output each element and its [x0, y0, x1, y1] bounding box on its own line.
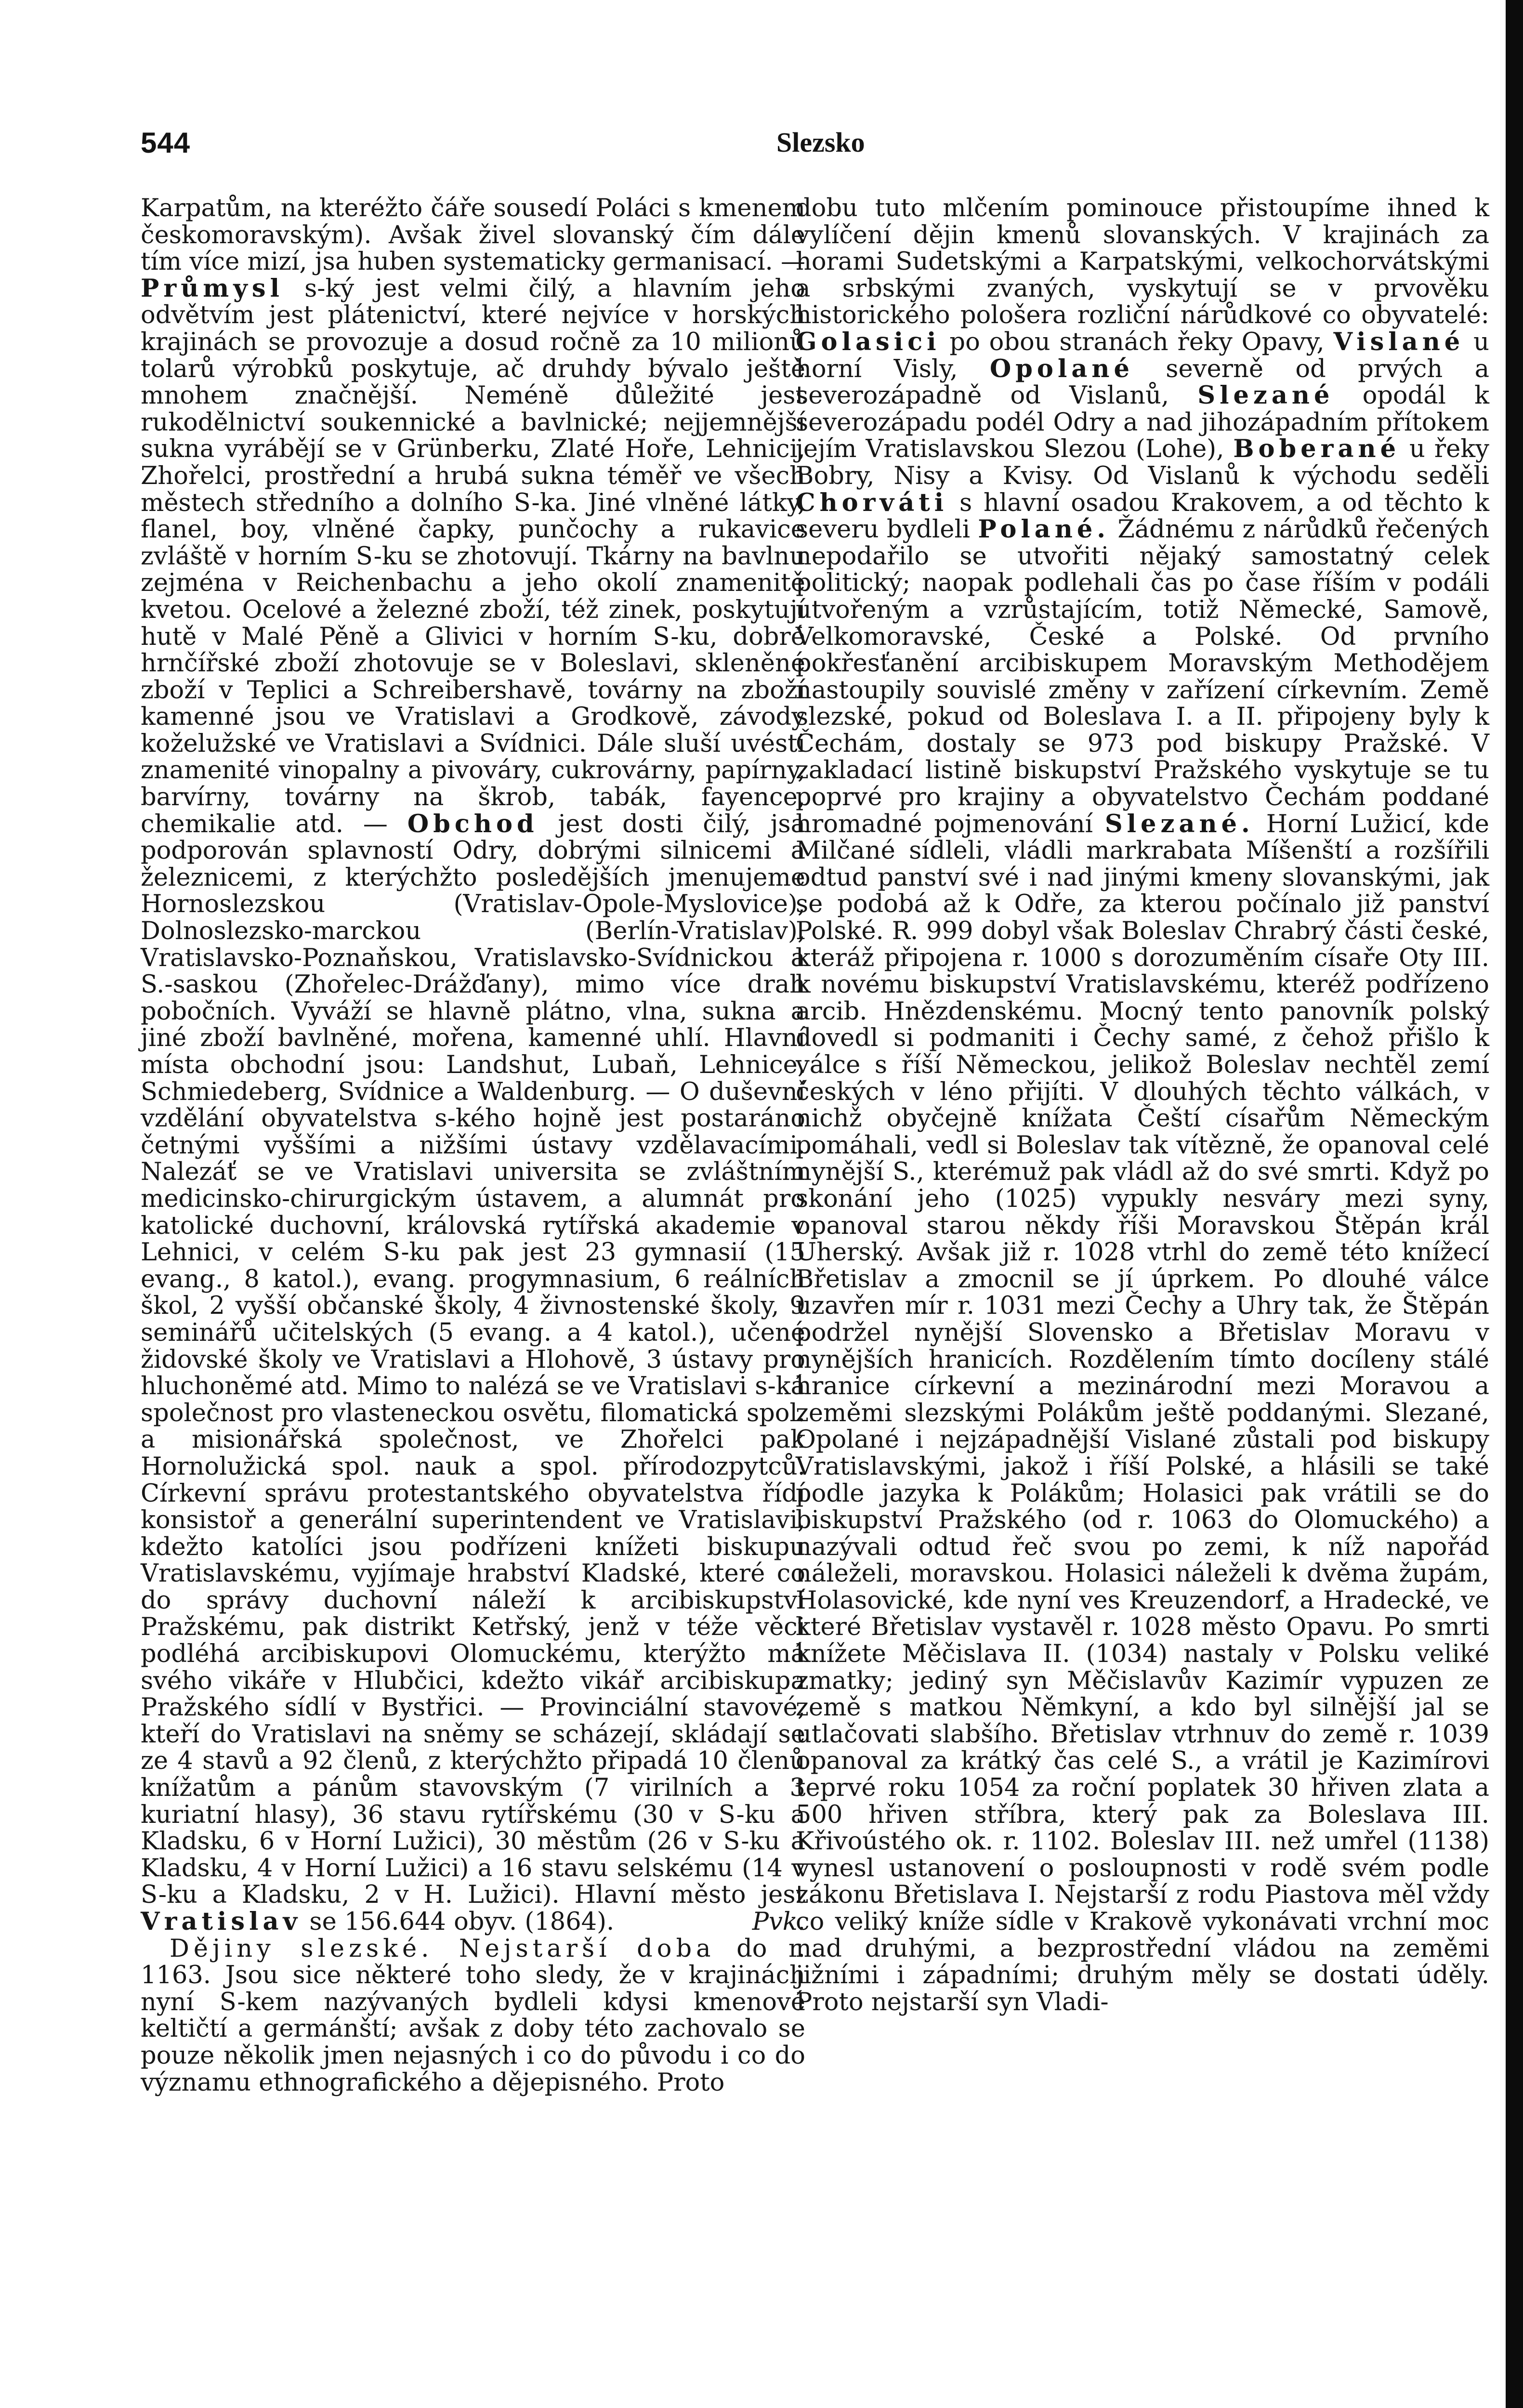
- text-run: Horní Lužicí, kde Milčané sídleli, vládli markrabata Míšenští a rozšířili odtud panství své i nad jinými kmeny slovanskými, jak se podobá až k Odře, za kterou počínalo již panství Polské. R. 999 dobyl však Boleslav Chrabrý části české, kteráž připojena r. 1000 s dorozuměním císaře Oty III. k novému biskupství Vratislavskému, kteréž podřízeno arcib. Hnězdenskému. Mocný tento panovník polský dovedl si podmaniti i Čechy samé, z čehož přišlo k válce s říší Německou, jelikož Boleslav nechtěl zemí českých v léno přijíti. V dlouhých těchto válkách, v nichž obyčejně knížata Čeští císařům Německým pomáhali, vedl si Boleslav tak vítězně, že opanoval celé nynější S., kterémuž pak vládl až do své smrti. Když po skonání jeho (1025) vypukly nesváry mezi syny, opanoval starou někdy říši Moravskou Štěpán král Uherský. Avšak již r. 1028 vtrhl do země této knížecí Břetislav a zmocnil se jí úprkem. Po dlouhé válce uzavřen mír r. 1031 mezi Čechy a Uhry tak, že Štěpán podržel nynější Slovensko a Břetislav Moravu v nynějších hranicích. Rozdělením tímto docíleny stálé hranice církevní a mezinárodní mezi Moravou a zeměmi slezskými Polákům ještě poddanými. Slezané, Opolané i nejzápadnější Vislané zůstali pod biskupy Vratislavskými, jakož i říší Polské, a hlásili se také podle jazyka k Polákům; Holasici pak vrátili se do biskupství Pražského (od r. 1063 do Olomuckého) a nazývali odtud řeč svou po zemi, k níž napořád náleželi, moravskou. Holasici náleželi k dvěma župám, Holasovické, kde nyní ves Kreuzendorf, a Hradecké, ve které Břetislav vystavěl r. 1028 město Opavu. Po smrti knížete Měčislava II. (1034) nastaly v Polsku veliké zmatky; jediný syn Měčislavův Kazimír vypuzen ze země s matkou Němkyní, a kdo byl silnější jal se utlačovati slabšího. Břetislav vtrhnuv do země r. 1039 opanoval za krátký čas celé S., a vrátil je Kazimírovi teprvé roku 1054 za roční poplatek 30 hřiven zlata a 500 hřiven stříbra, který pak za Boleslava III. Křivoústého ok. r. 1102. Boleslav III. než umřel (1138) vynesl ustanovení o posloupnosti v rodě svém podle zákonu Břetislava I. Nejstarší z rodu Piastova měl vždy co veliký kníže sídle v Krakově vykonávati vrchní moc nad druhými, a bezprostřední vládou na zeměmi jižními i západními; druhým měly se dostati úděly. Proto nejstarší syn Vladi-: [796, 810, 1489, 2016]
- spaced-term: Vratislav: [141, 1907, 302, 1936]
- spaced-term: Opolané: [989, 354, 1134, 383]
- text-run: Žádnému z nárůdků řečených nepodařilo se utvořiti nějaký samostatný celek politický; naopak podlehali čas po čase říším v podáli utvořeným a vzrůstajícím, totiž Německé, Samově, Velkomoravské, České a Polské. Od prvního pokřesťanění arcibiskupem Moravským Methodějem nastoupily souvislé změny v zařízení církevním. Země slezské, pokud od Boleslava I. a II. připojeny byly k Čechám, dostaly se 973 pod biskupy Pražské. V zakladací listině biskupství Pražského vyskytuje se tu poprvé pro krajiny a obyvatelstvo Čechám poddané hromadné pojmenování: [796, 515, 1489, 838]
- spaced-term: Boberané: [1233, 434, 1401, 464]
- running-head: Slezsko: [776, 127, 865, 158]
- page-number: 544: [141, 127, 191, 159]
- scan-edge: [1506, 0, 1523, 2408]
- spaced-term: Golasici: [796, 327, 941, 356]
- text-run: po obou stranách řeky Opavy,: [949, 327, 1325, 356]
- spaced-term: Vislané: [1333, 327, 1465, 356]
- paragraph-industry: [141, 195, 805, 1936]
- paragraph-history-cont: [796, 195, 1489, 2015]
- paragraph-history: [141, 1936, 805, 2096]
- left-column: [141, 195, 805, 2096]
- text-run: u horní Visly,: [796, 327, 1489, 383]
- spaced-term: Polané.: [978, 515, 1110, 544]
- text-run: s hlavní osadou Krakovem, a od těchto k severu bydleli: [796, 488, 1490, 544]
- author-signature: Pvk.: [752, 1908, 805, 1936]
- text-run: se 156.644 obyv. (1864).: [309, 1908, 615, 1936]
- spaced-term: Slezané: [1197, 381, 1334, 410]
- spaced-term: Obchod: [407, 809, 538, 838]
- text-run: dobu tuto mlčením pominouce přistoupíme ihned k vylíčení dějin kmenů slovanských. V krajinách za horami Sudetskými a Karpatskými, velkochorvátskými a srbskými zvaných, vyskytují se v prvověku historického pološera rozliční nárůdkové co obyvatelé:: [796, 194, 1489, 330]
- right-column: [796, 195, 1489, 2015]
- text-run: severně od prvých a severozápadně od Vislanů,: [796, 354, 1490, 410]
- text-run: s-ký jest velmi čilý, a hlavním jeho odvětvím jest plátenictví, které nejvíce v horských krajinách se provozuje a dosud ročně za 10 milionů tolarů výrobků poskytuje, ač druhdy bývalo ještě mnohem značnější. Neméně důležité jest rukodělnictví soukennické a bavlnické; nejjemnější sukna vyrábějí se v Grünberku, Zlaté Hoře, Lehnici, Zhořelci, prostřední a hrubá sukna téměř ve všech městech středního a dolního S-ka. Jiné vlněné látky, flanel, boy, vlněné čapky, punčochy a rukavice zvláště v horním S-ku se zhotovují. Tkárny na bavlnu zejména v Reichenbachu a jeho okolí znamenitě kvetou. Ocelové a železné zboží, též zinek, poskytují hutě v Malé Pěně a Glivici v horním S-ku, dobré hrnčířské zboží zhotovuje se v Boleslavi, skleněné zboží v Teplici a Schreibershavě, továrny na zboží kamenné jsou ve Vratislavi a Grodkově, závody koželužské ve Vratislavi a Svídnici. Dále sluší uvésti znamenité vinopalny a pivováry, cukrovárny, papírny, barvírny, továrny na škrob, tabák, fayence, chemikalie atd. —: [141, 274, 805, 838]
- text-run: opodál k severozápadu podél Odry a nad jihozápadním přítokem jejím Vratislavskou Slezou (Lohe),: [796, 381, 1490, 464]
- spaced-term: Chorváti: [796, 488, 948, 517]
- spaced-term: Slezané.: [1104, 809, 1254, 838]
- text-run: Karpatům, na kteréžto čáře sousedí Poláci s kmenem českomoravským). Avšak živel slovanský čím dále tím více mizí, jsa huben systematicky germanisací. —: [141, 194, 805, 276]
- text-run: u řeky Bobry, Nisy a Kvisy. Od Vislanů k východu seděli: [796, 435, 1489, 490]
- text-run: do r. 1163. Jsou sice některé toho sledy, že v krajinách nyní S-kem nazývaných bydleli kdysi kmenové keltičtí a germánští; avšak z doby této zachovalo se pouze několik jmen nejasných i co do původu i co do významu ethnografického a dějepisného. Proto: [141, 1934, 805, 2097]
- spaced-term: Průmysl: [141, 274, 284, 303]
- text-run: jest dosti čilý, jsa podporován splavností Odry, dobrými silnicemi a železnicemi, z kterýchžto posledějších jmenujeme Hornoslezskou (Vratislav-Opole-Myslovice), Dolnoslezsko-marckou (Berlín-Vratislav), Vratislavsko-Poznaňskou, Vratislavsko-Svídnickou a S.-saskou (Zhořelec-Drážďany), mimo více drah pobočních. Vyváží se hlavně plátno, vlna, sukna a jiné zboží bavlněné, mořena, kamenné uhlí. Hlavní místa obchodní jsou: Landshut, Lubaň, Lehnice, Schmiedeberg, Svídnice a Waldenburg. — O duševní vzdělání obyvatelstva s-kého hojně jest postaráno četnými vyššími a nižšími ústavy vzdělavacími. Nalezáť se ve Vratislavi universita se zvláštním medicinsko-chirurgickým ústavem, a alumnát pro katolické duchovní, královská rytířská akademie v Lehnici, v celém S-ku pak jest 23 gymnasií (15 evang., 8 katol.), evang. progymnasium, 6 reálních škol, 2 vyšší občanské školy, 4 živnostenské školy, 9 seminářů učitelských (5 evang. a 4 katol.), učené židovské školy ve Vratislavi a Hlohově, 3 ústavy pro hluchoněmé atd. Mimo to nalézá se ve Vratislavi s-ká společnost pro vlasteneckou osvětu, filomatická spol. a misionářská společnost, ve Zhořelci pak Hornolužická spol. nauk a spol. přírodozpytců. Církevní správu protestantského obyvatelstva řídí konsistoř a generální superintendent ve Vratislavi, kdežto katolíci jsou podřízeni knížeti biskupu Vratislavskému, vyjímaje hrabství Kladské, které co do správy duchovní náleží k arcibiskupství Pražskému, pak distrikt Ketřský, jenž v téže věci podléhá arcibiskupovi Olomuckému, kterýžto má svého vikáře v Hlubčici, kdežto vikář arcibiskupa Pražského sídlí v Bystřici. — Provinciální stavové, kteří do Vratislavi na sněmy se scházejí, skládají se ze 4 stavů a 92 členů, z kterýchžto připadá 10 členů knížatům a pánům stavovským (7 virilních a 3 kuriatní hlasy), 36 stavu rytířskému (30 v S-ku a Kladsku, 6 v Horní Lužici), 30 městům (26 v S-ku a Kladsku, 4 v Horní Lužici) a 16 stavu selskému (14 v S-ku a Kladsku, 2 v H. Lužici). Hlavní město jest: [141, 810, 805, 1910]
- section-heading: Dějiny slezské. Nejstarší doba: [170, 1934, 715, 1963]
